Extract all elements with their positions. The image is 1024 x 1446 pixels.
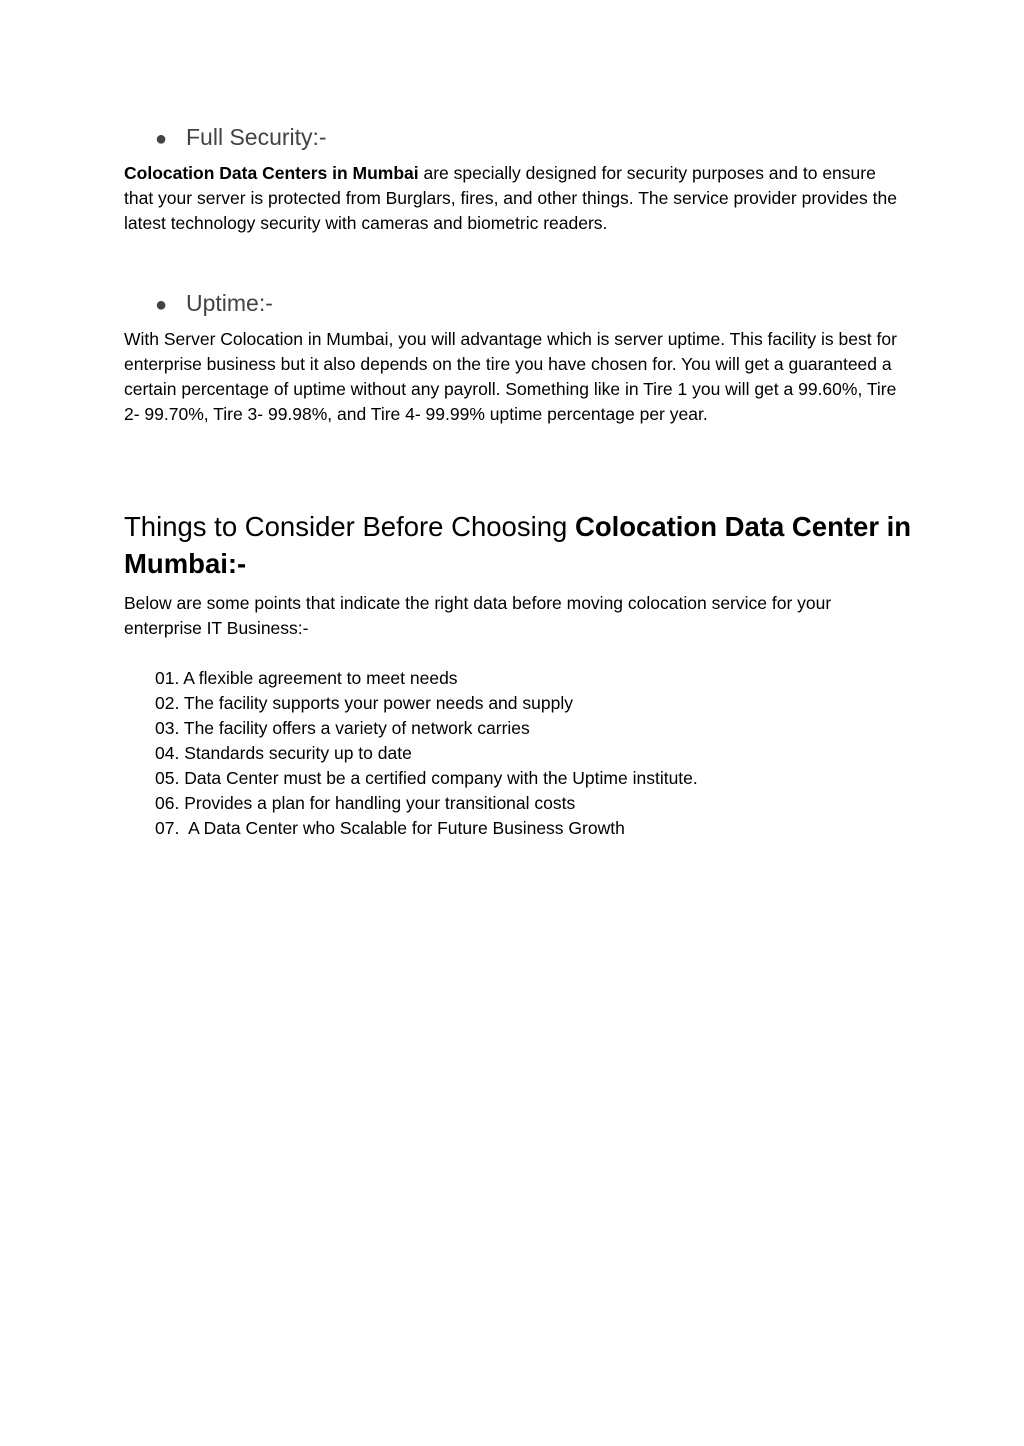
list-item: 03. The facility offers a variety of network carries (155, 718, 530, 738)
bullet-icon: ● (155, 128, 168, 150)
consider-heading (124, 508, 914, 582)
list-item: 06. Provides a plan for handling your transitional costs (155, 793, 576, 813)
consider-heading-bold: Colocation Data Center in Mumbai:- (124, 511, 912, 579)
consider-list (155, 666, 698, 841)
bullet-icon: ● (155, 294, 168, 316)
security-paragraph-text: are specially designed for security purposes and to ensure that your server is protected from Burglars, fires, and other things. The service provider provides the latest technology security with cameras and biometric readers. (124, 163, 897, 233)
uptime-heading (155, 289, 273, 319)
consider-heading-plain: Things to Consider Before Choosing (124, 511, 575, 542)
uptime-paragraph: With Server Colocation in Mumbai, you will advantage which is server uptime. This facility is best for enterprise business but it also depends on the tire you have chosen for. You will get a guaranteed a certain percentage of uptime without any payroll. Something like in Tire 1 you will get a 99.60%, Tire 2- 99.70%, Tire 3- 99.98%, and Tire 4- 99.99% uptime percentage per year. (124, 329, 897, 424)
security-paragraph-bold: Colocation Data Centers in Mumbai (124, 163, 419, 183)
security-paragraph (124, 161, 904, 236)
list-item: 02. The facility supports your power needs and supply (155, 693, 573, 713)
consider-intro: Below are some points that indicate the right data before moving colocation service for your enterprise IT Business:- (124, 593, 832, 638)
list-item: 01. A flexible agreement to meet needs (155, 668, 458, 688)
uptime-heading-text: Uptime:- (186, 290, 273, 316)
security-heading (155, 123, 327, 153)
list-item: 07. A Data Center who Scalable for Future Business Growth (155, 818, 625, 838)
list-item: 05. Data Center must be a certified company with the Uptime institute. (155, 768, 698, 788)
list-item: 04. Standards security up to date (155, 743, 412, 763)
security-heading-text: Full Security:- (186, 124, 327, 150)
